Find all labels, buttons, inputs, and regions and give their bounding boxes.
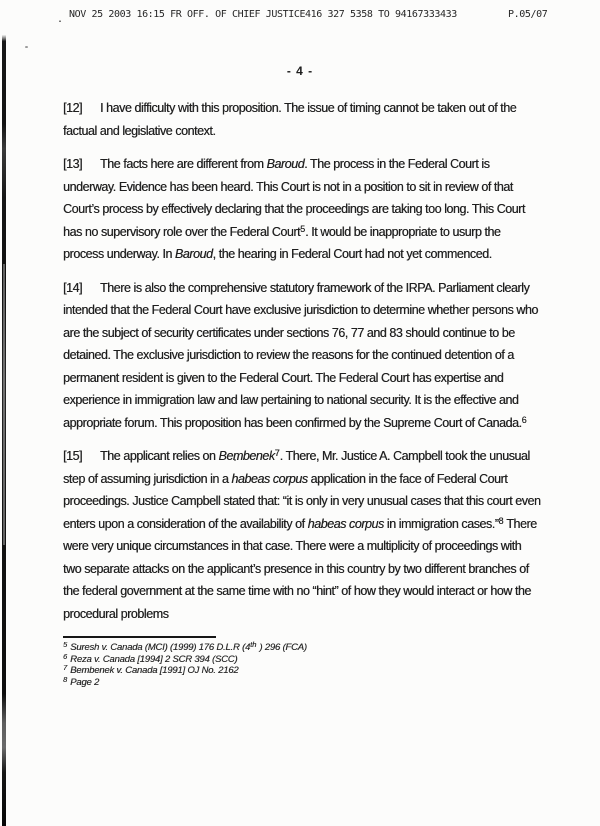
paragraph-15: [63, 445, 541, 625]
footnote-5: [63, 642, 541, 654]
fax-transmission-header: [0, 9, 600, 23]
footnote-7: [63, 665, 541, 677]
fax-header-mark: .: [57, 14, 63, 25]
paragraph-12: [63, 97, 541, 142]
footnote-separator: [63, 636, 216, 638]
footnote-text: Bembenek v. Canada [1991] OJ No. 2162: [70, 665, 239, 677]
paragraph-number: [14]: [63, 280, 83, 295]
scan-speck: [25, 46, 28, 48]
footnote-6: [63, 651, 541, 666]
footnote-8: [63, 674, 541, 689]
paragraph-text: I have difficulty with this proposition. The issue of timing cannot be taken out of the factual and legislative context.: [63, 101, 517, 138]
footnote-text: Reza v. Canada [1994] 2 SCR 394 (SCC): [70, 653, 238, 665]
paragraph-text: There is also the comprehensive statutory framework of the IRPA. Parliament clearly intended that the Federal Court have exclusive jurisdiction to determine whether persons who are the subject of security certificates under sections 76, 77 and 83 should continue to be detained. The exclusive jurisdiction to review the reasons for the continued detention of a permanent resident is given to the Federal Court. The Federal Court has expertise and experience in immigration law and law pertaining to national security. It is the effective and appropriate forum. This proposition has been confirmed by the Supreme Court of Canada.$^6$: [63, 280, 538, 430]
paragraph-14: [63, 277, 541, 435]
paragraph-text: The facts here are different from Baroud. The process in the Federal Court is underway. Evidence has been heard. This Court is not in a position to sit in review of that Court’s process by effectively declaring that the proceedings are taking too long. This Court has no supervisory role over the Federal Court$^5$. It would be inappropriate to usurp the process underway. In Baroud, the hearing in Federal Court had not yet commenced.: [63, 157, 525, 261]
paragraph-number: [12]: [63, 101, 83, 115]
footnote-marker: 8: [63, 674, 68, 684]
paragraph-number: [15]: [63, 449, 83, 463]
paragraph-text: The applicant relies on Bembenek$^7$. There, Mr. Justice A. Campbell took the unusual step of assuming jurisdiction in a habeas corpus application in the face of Federal Court proceedings. Justice Campbell stated that: “it is only in very unusual cases that this court even enters upon a consideration of the availability of habeas corpus in immigration cases.”$^8$ There were very unique circumstances in that case. There were a multiplicity of proceedings with two separate attacks on the applicant’s presence in this country by two different branches of the federal government at the same time with no “hint” of how they would interact or how the procedural problems: [63, 448, 541, 621]
paragraph-number: [13]: [63, 157, 83, 171]
footnote-text: Page 2: [70, 676, 100, 688]
footnote-marker: 5: [63, 640, 68, 649]
footnote-marker: 6: [63, 651, 68, 661]
paragraph-13: [63, 153, 541, 266]
footnote-text: Suresh v. Canada (MCI) (1999) 176 D.L.R (4th ) 296 (FCA): [70, 640, 307, 653]
fax-header-text: NOV 25 2003 16:15 FR OFF. OF CHIEF JUSTICE416 327 5358 TO 94167333433: [69, 9, 457, 20]
document-body: [63, 97, 541, 688]
scan-edge-artifact-fade: [3, 264, 5, 545]
fax-page-indicator: P.05/07: [508, 9, 548, 20]
page-number: - 4 -: [286, 64, 314, 78]
footnotes-section: [63, 636, 541, 688]
footnote-marker: 7: [63, 663, 68, 673]
